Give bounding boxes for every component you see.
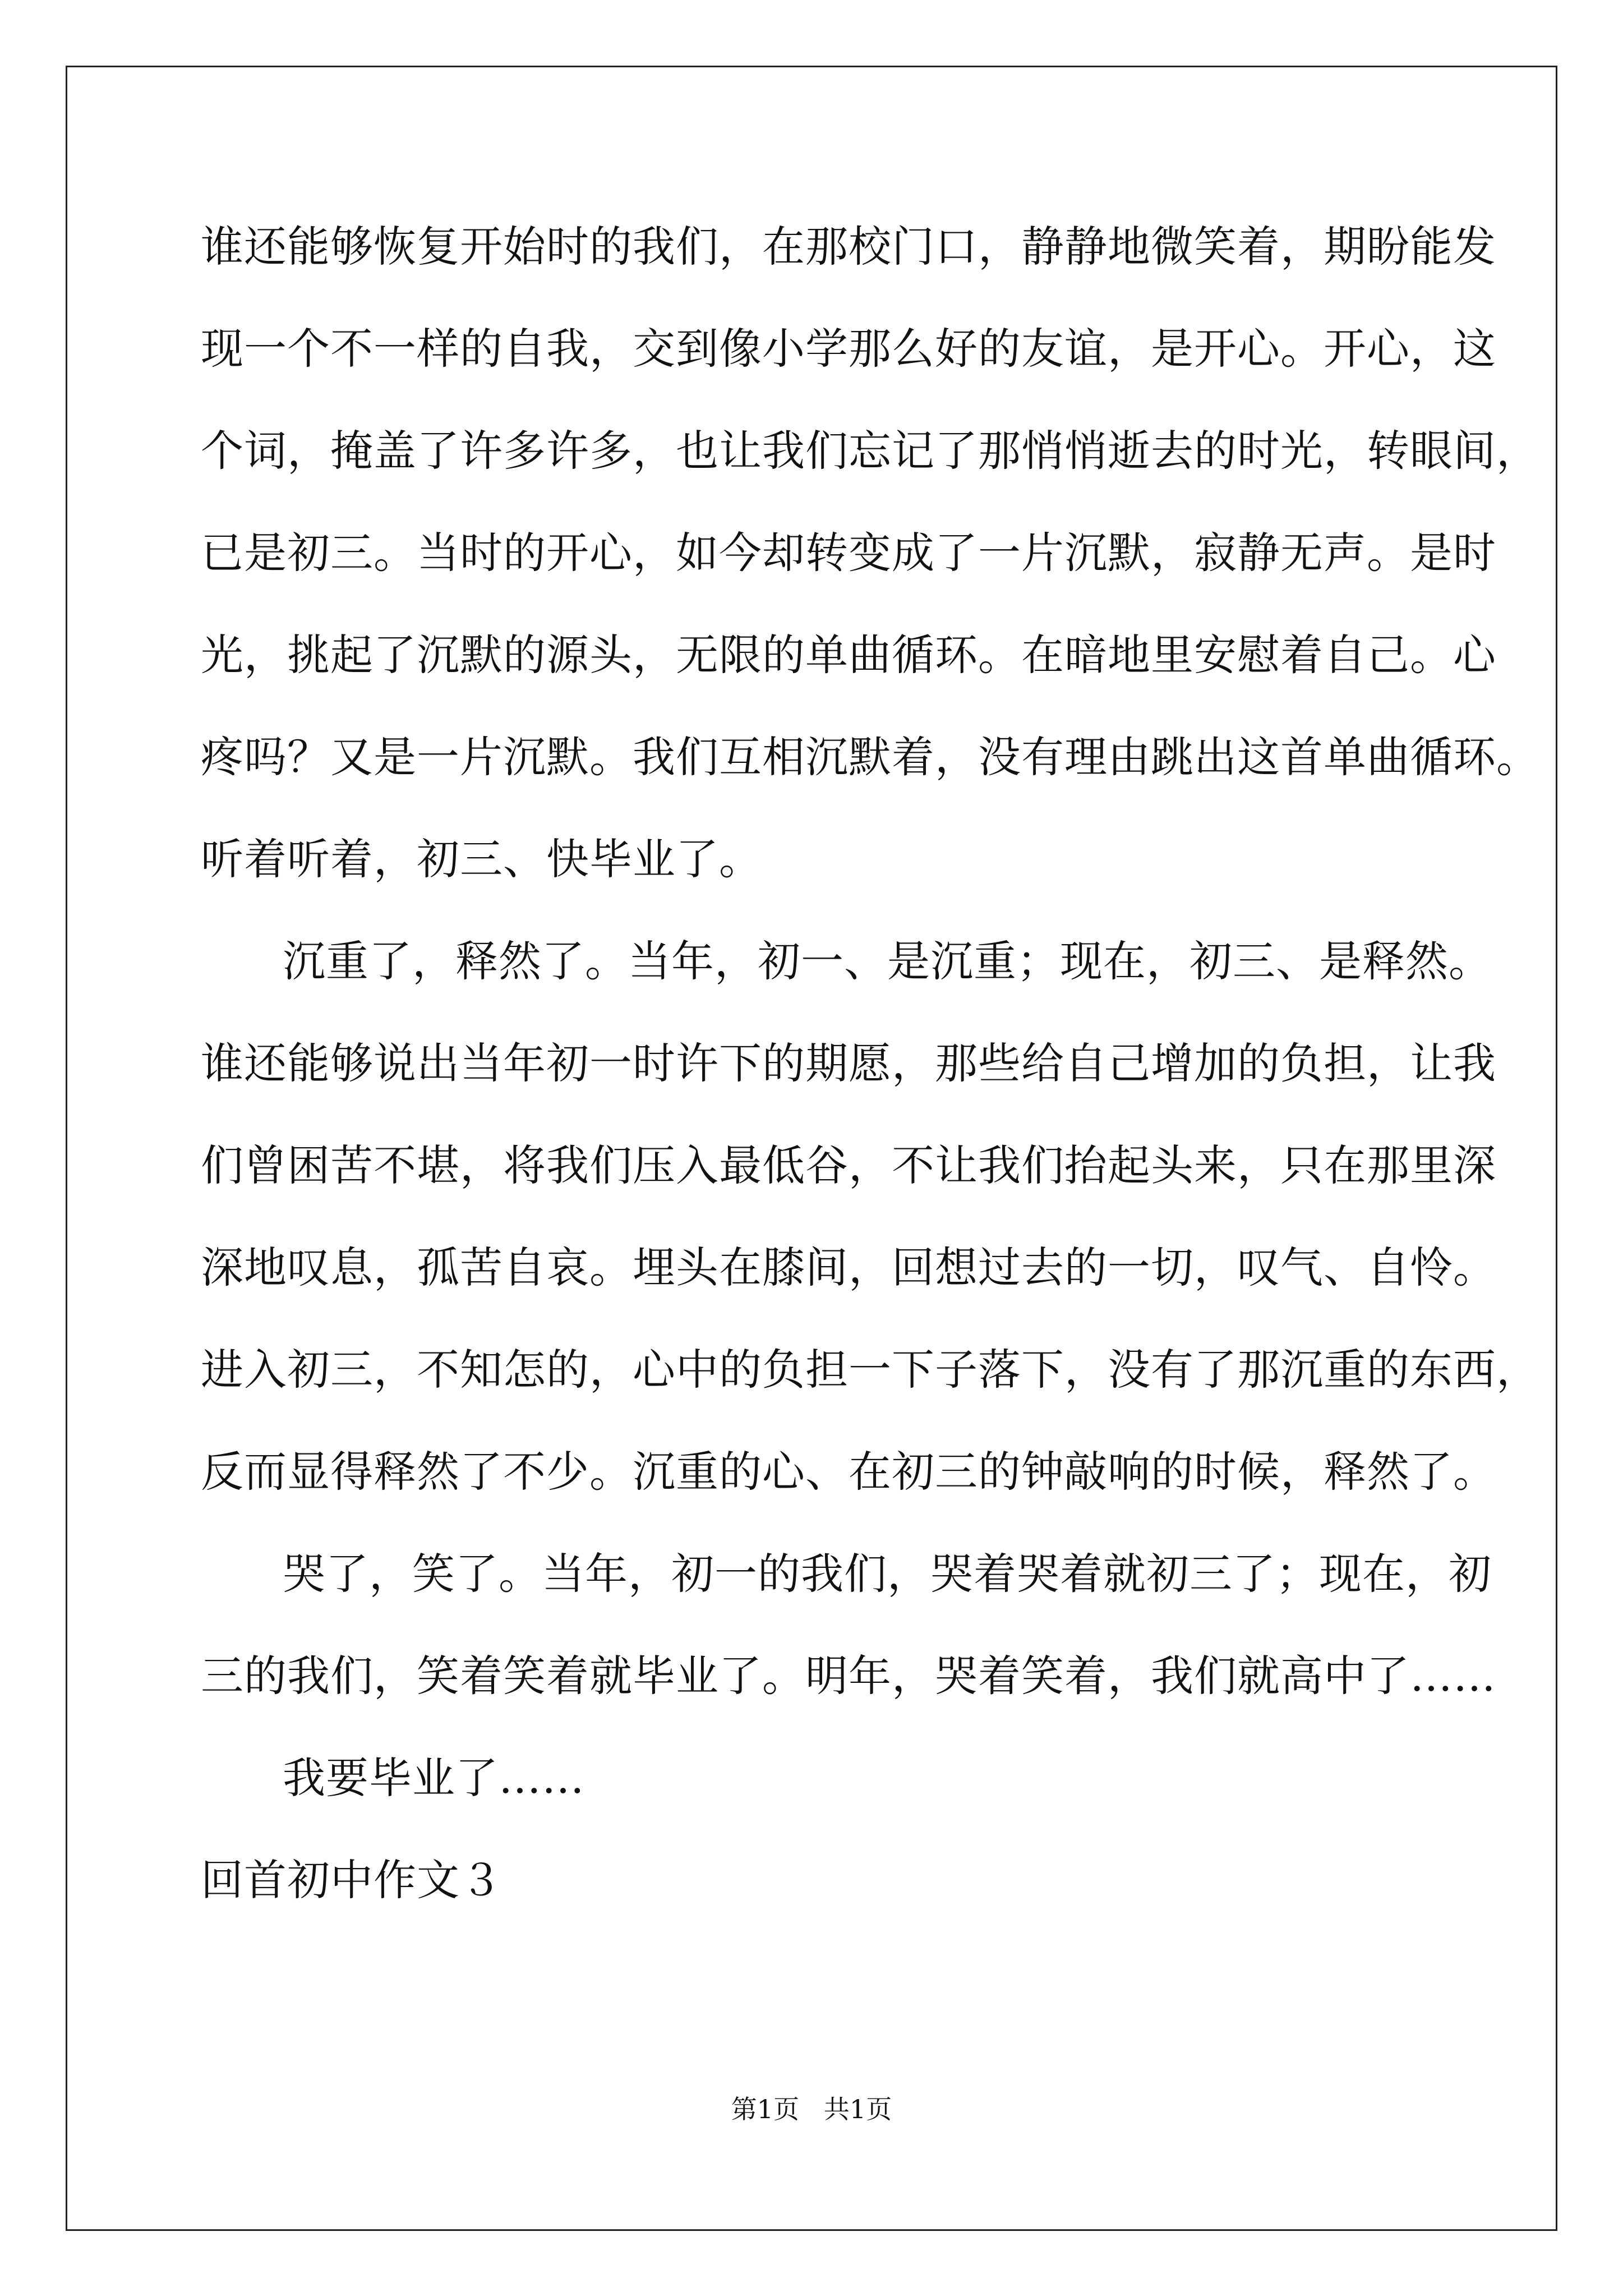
text-line: 谁还能够恢复开始时的我们，在那校门口，静静地微笑着，期盼能发 — [201, 222, 1496, 272]
text-line: 们曾困苦不堪，将我们压入最低谷，不让我们抬起头来，只在那里深 — [201, 1140, 1496, 1190]
text-line: 现一个不一样的自我，交到像小学那么好的友谊，是开心。开心，这 — [201, 324, 1496, 374]
document-body — [201, 213, 1539, 1949]
text-line: 三的我们，笑着笑着就毕业了。明年，哭着笑着，我们就高中了…… — [201, 1651, 1496, 1701]
paragraph-first-line: 哭了，笑了。当年，初一的我们，哭着哭着就初三了；现在，初 — [283, 1549, 1492, 1599]
page-footer: 第1页 共1页 — [731, 2094, 892, 2124]
text-line: 个词，掩盖了许多许多，也让我们忘记了那悄悄逝去的时光，转眼间， — [201, 426, 1539, 476]
text-line: 进入初三，不知怎的，心中的负担一下子落下，没有了那沉重的东西， — [201, 1345, 1539, 1395]
text-line: 疼吗？又是一片沉默。我们互相沉默着，没有理由跳出这首单曲循环。 — [201, 732, 1539, 782]
text-line: 听着听着，初三、快毕业了。 — [201, 834, 762, 884]
paragraph-first-line: 我要毕业了…… — [283, 1753, 585, 1803]
text-line: 已是初三。当时的开心，如今却转变成了一片沉默，寂静无声。是时 — [201, 528, 1496, 578]
section-heading: 回首初中作文３ — [201, 1855, 503, 1905]
text-line: 光，挑起了沉默的源头，无限的单曲循环。在暗地里安慰着自己。心 — [201, 630, 1496, 680]
text-line: 谁还能够说出当年初一时许下的期愿，那些给自己增加的负担，让我 — [201, 1038, 1496, 1088]
text-line: 深地叹息，孤苦自哀。埋头在膝间，回想过去的一切，叹气、自怜。 — [201, 1243, 1496, 1292]
text-line: 反而显得释然了不少。沉重的心、在初三的钟敲响的时候，释然了。 — [201, 1447, 1496, 1497]
paragraph-first-line: 沉重了，释然了。当年，初一、是沉重；现在，初三、是释然。 — [283, 936, 1492, 986]
